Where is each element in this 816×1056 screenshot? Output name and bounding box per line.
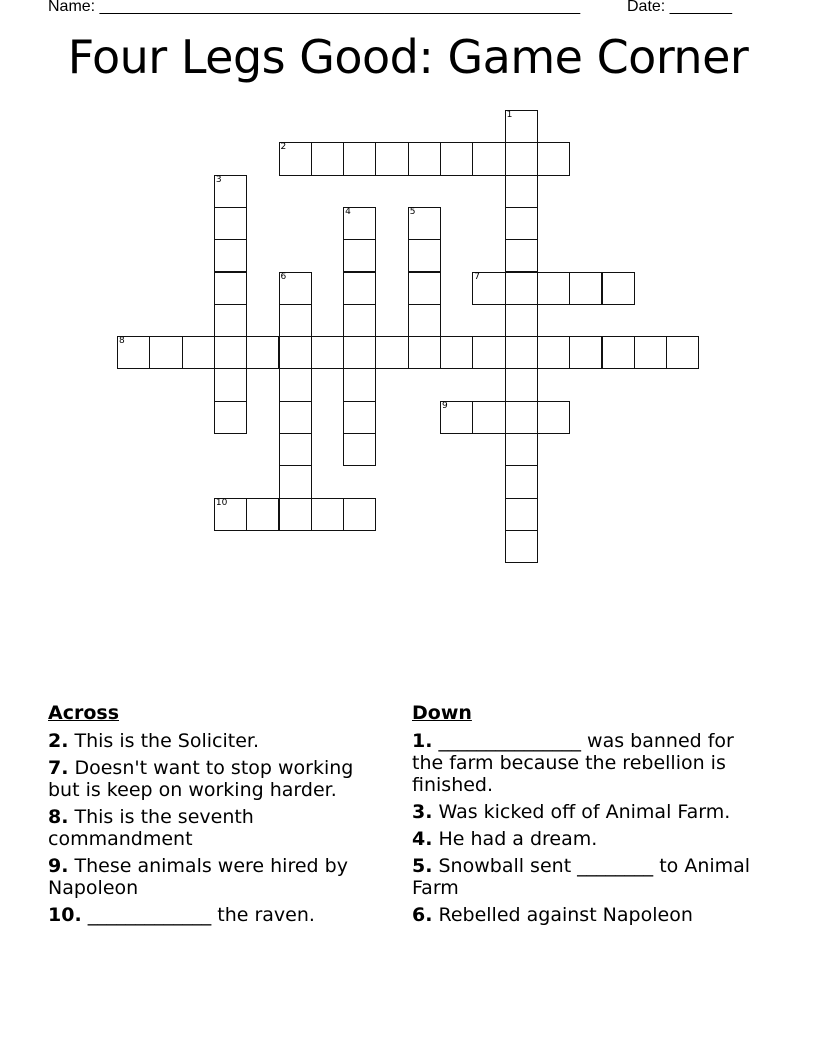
crossword-grid xyxy=(117,110,717,580)
grid-cell[interactable] xyxy=(214,304,247,337)
grid-cell[interactable] xyxy=(505,175,538,208)
cell-number: 2 xyxy=(280,142,287,153)
grid-cell[interactable] xyxy=(343,142,376,175)
grid-cell[interactable] xyxy=(537,336,570,369)
grid-cell[interactable] xyxy=(472,336,505,369)
grid-cell[interactable] xyxy=(472,142,505,175)
clue-number: 9. xyxy=(48,855,69,877)
grid-cell[interactable] xyxy=(182,336,215,369)
grid-cell[interactable] xyxy=(408,304,441,337)
grid-cell[interactable] xyxy=(343,272,376,305)
clue-down-5 xyxy=(412,855,757,899)
clue-text: _____________ the raven. xyxy=(81,904,315,926)
clue-number: 6. xyxy=(412,904,433,926)
grid-cell[interactable] xyxy=(343,207,376,240)
cell-number: 9 xyxy=(442,400,448,411)
grid-cell[interactable] xyxy=(279,272,312,305)
grid-cell[interactable] xyxy=(214,207,247,240)
grid-cell[interactable] xyxy=(472,272,505,305)
grid-cell[interactable] xyxy=(505,465,538,498)
grid-cell[interactable] xyxy=(214,368,247,401)
grid-cell[interactable] xyxy=(505,498,538,531)
grid-cell[interactable] xyxy=(440,142,473,175)
grid-cell[interactable] xyxy=(343,498,376,531)
grid-cell[interactable] xyxy=(117,336,150,369)
clue-number: 8. xyxy=(48,806,69,828)
grid-cell[interactable] xyxy=(279,336,312,369)
clue-text: He had a dream. xyxy=(432,828,598,850)
grid-cell[interactable] xyxy=(408,336,441,369)
grid-cell[interactable] xyxy=(505,401,538,434)
grid-cell[interactable] xyxy=(375,142,408,175)
grid-cell[interactable] xyxy=(279,465,312,498)
cell-number: 10 xyxy=(215,497,228,508)
cell-number: 6 xyxy=(280,271,287,282)
page-title: Four Legs Good: Game Corner xyxy=(67,30,749,84)
grid-cell[interactable] xyxy=(472,401,505,434)
grid-cell[interactable] xyxy=(537,142,570,175)
grid-cell[interactable] xyxy=(537,272,570,305)
grid-cell[interactable] xyxy=(408,207,441,240)
grid-cell[interactable] xyxy=(279,433,312,466)
clue-text: This is the seventh commandment xyxy=(48,806,254,850)
clue-text: This is the Soliciter. xyxy=(68,730,260,752)
grid-cell[interactable] xyxy=(246,336,279,369)
cell-number: 5 xyxy=(409,206,416,217)
grid-cell[interactable] xyxy=(311,336,344,369)
grid-cell[interactable] xyxy=(408,272,441,305)
grid-cell[interactable] xyxy=(408,142,441,175)
grid-cell[interactable] xyxy=(505,336,538,369)
clue-text: Was kicked off of Animal Farm. xyxy=(432,801,731,823)
grid-cell[interactable] xyxy=(279,498,312,531)
grid-cell[interactable] xyxy=(666,336,699,369)
clue-number: 3. xyxy=(412,801,433,823)
name-field-label: Name: ______________________________________________________ xyxy=(48,0,581,15)
grid-cell[interactable] xyxy=(505,207,538,240)
grid-cell[interactable] xyxy=(214,239,247,272)
grid-cell[interactable] xyxy=(440,336,473,369)
grid-cell[interactable] xyxy=(311,142,344,175)
grid-cell[interactable] xyxy=(214,498,247,531)
grid-cell[interactable] xyxy=(343,433,376,466)
cell-number: 4 xyxy=(345,206,351,217)
cell-number: 8 xyxy=(119,336,125,347)
cell-number: 7 xyxy=(474,271,481,282)
grid-cell[interactable] xyxy=(279,401,312,434)
grid-cell[interactable] xyxy=(505,272,538,305)
clue-across-9 xyxy=(48,855,388,899)
grid-cell[interactable] xyxy=(343,401,376,434)
grid-cell[interactable] xyxy=(343,368,376,401)
grid-cell[interactable] xyxy=(569,336,602,369)
grid-cell[interactable] xyxy=(214,272,247,305)
grid-cell[interactable] xyxy=(343,304,376,337)
grid-cell[interactable] xyxy=(214,336,247,369)
grid-cell[interactable] xyxy=(408,239,441,272)
clue-text: Snowball sent ________ to Animal Farm xyxy=(412,855,751,899)
clue-across-8 xyxy=(48,806,388,850)
grid-cell[interactable] xyxy=(634,336,667,369)
clue-text: Doesn't want to stop working but is keep on working harder. xyxy=(48,757,354,801)
grid-cell[interactable] xyxy=(149,336,182,369)
clue-number: 1. xyxy=(412,730,433,752)
grid-cell[interactable] xyxy=(505,304,538,337)
grid-cell[interactable] xyxy=(246,498,279,531)
grid-cell[interactable] xyxy=(537,401,570,434)
clue-across-10 xyxy=(48,904,388,926)
grid-cell[interactable] xyxy=(505,142,538,175)
grid-cell[interactable] xyxy=(214,175,247,208)
clue-number: 10. xyxy=(48,904,82,926)
down-heading: Down xyxy=(412,702,472,724)
clue-down-1 xyxy=(412,730,757,796)
down-clues xyxy=(412,702,757,931)
grid-cell[interactable] xyxy=(343,336,376,369)
grid-cell[interactable] xyxy=(602,272,635,305)
clue-down-6 xyxy=(412,904,757,926)
across-clues xyxy=(48,702,388,931)
clue-down-4 xyxy=(412,828,757,850)
clue-number: 4. xyxy=(412,828,433,850)
clue-number: 5. xyxy=(412,855,433,877)
clue-number: 7. xyxy=(48,757,69,779)
clue-across-7 xyxy=(48,757,388,801)
grid-cell[interactable] xyxy=(279,142,312,175)
grid-cell[interactable] xyxy=(569,272,602,305)
grid-cell[interactable] xyxy=(505,368,538,401)
grid-cell[interactable] xyxy=(279,304,312,337)
date-field-label: Date: _______ xyxy=(627,0,732,15)
clue-number: 2. xyxy=(48,730,69,752)
grid-cell[interactable] xyxy=(279,368,312,401)
grid-cell[interactable] xyxy=(214,401,247,434)
grid-cell[interactable] xyxy=(343,239,376,272)
clue-across-2 xyxy=(48,730,388,752)
grid-cell[interactable] xyxy=(505,530,538,563)
header xyxy=(48,0,748,18)
grid-cell[interactable] xyxy=(375,336,408,369)
clue-text: These animals were hired by Napoleon xyxy=(48,855,348,899)
grid-cell[interactable] xyxy=(602,336,635,369)
grid-cell[interactable] xyxy=(505,239,538,272)
clue-text: _______________ was banned for the farm because the rebellion is finished. xyxy=(412,730,734,796)
grid-cell[interactable] xyxy=(505,433,538,466)
clue-text: Rebelled against Napoleon xyxy=(432,904,693,926)
across-heading: Across xyxy=(48,702,120,724)
clue-down-3 xyxy=(412,801,757,823)
grid-cell[interactable] xyxy=(440,401,473,434)
cell-number: 3 xyxy=(215,174,222,185)
grid-cell[interactable] xyxy=(311,498,344,531)
grid-cell[interactable] xyxy=(505,110,538,143)
cell-number: 1 xyxy=(506,110,513,120)
